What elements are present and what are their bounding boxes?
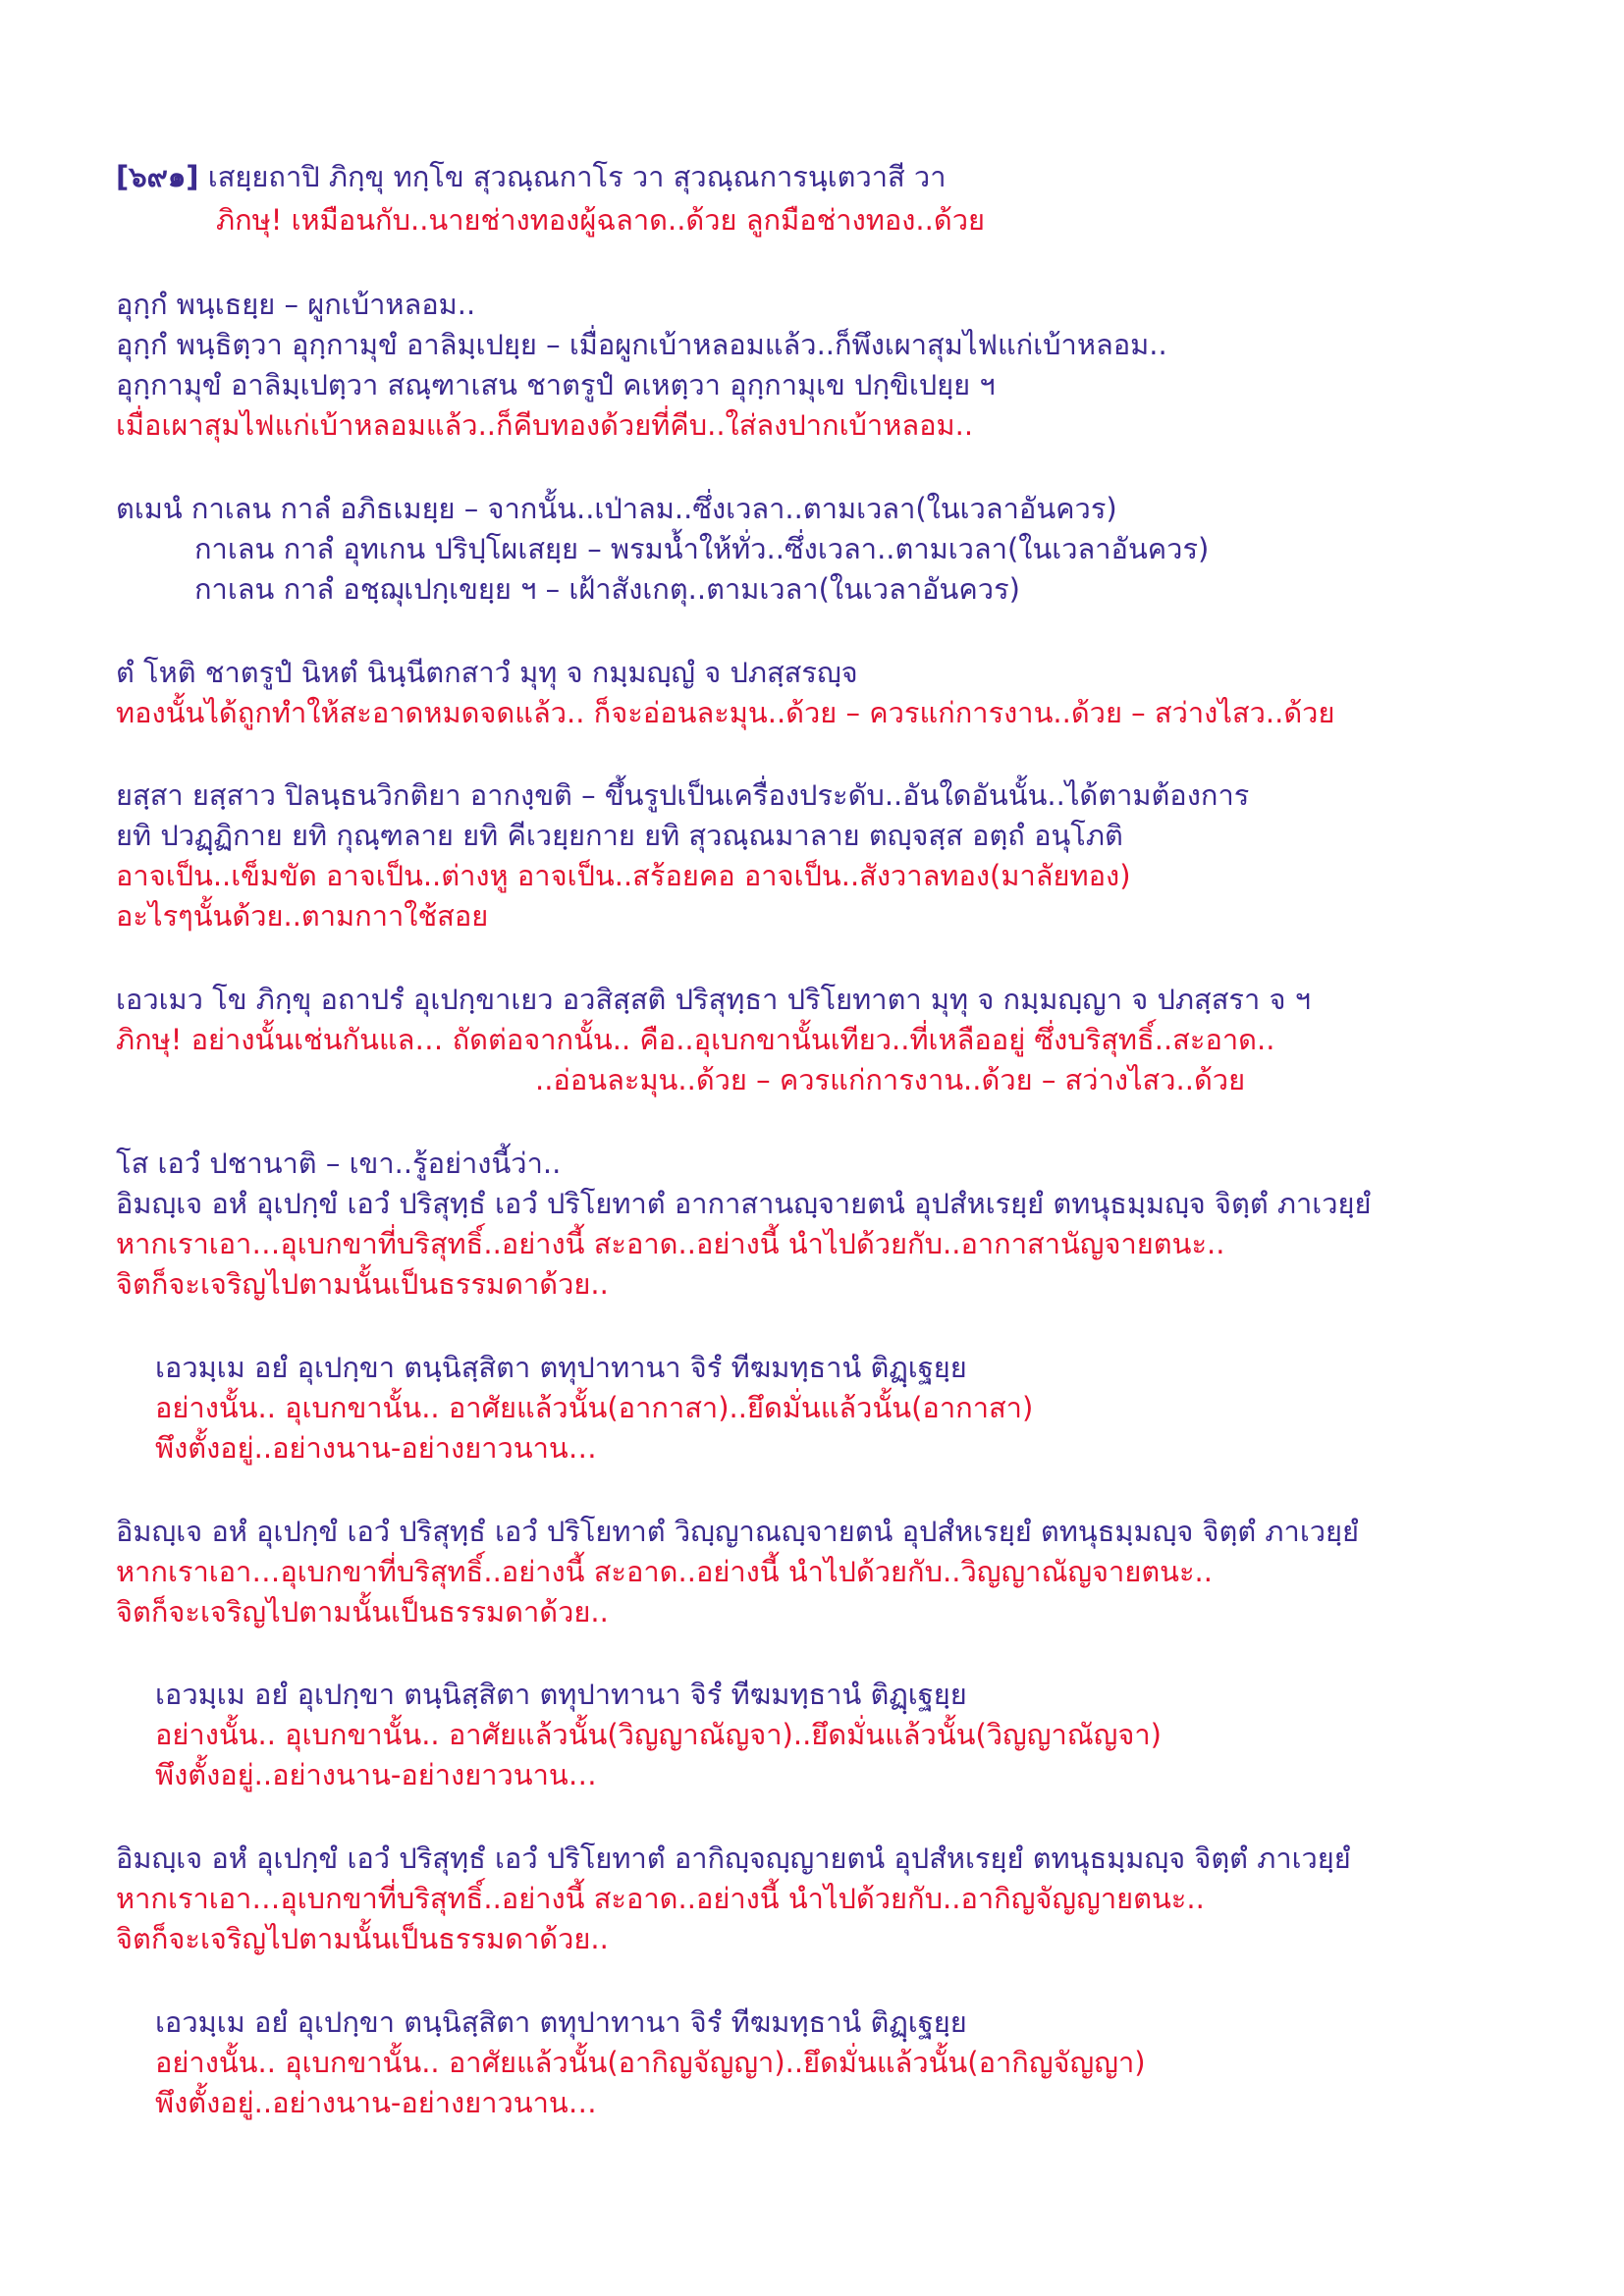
thai-line: จิตก็จะเจริญไปตามนั้นเป็นธรรมดาด้วย.. bbox=[116, 1595, 609, 1629]
thai-line: เมื่อเผาสุมไฟแก่เบ้าหลอมแล้ว..ก็คีบทองด้วยที่คีบ..ใส่ลงปากเบ้าหลอม.. bbox=[116, 408, 974, 442]
pali-line: เอวมฺเม อยํ อุเปกฺขา ตนฺนิสฺสิตา ตทุปาทานา จิรํ ทีฆมทฺธานํ ติฏฺเฐยฺย bbox=[155, 2005, 967, 2039]
pali-line: ตํ โหติ ชาตรูปํ นิหตํ นินฺนีตกสาวํ มุทุ จ กมฺมญฺญํ จ ปภสฺสรญฺจ bbox=[116, 656, 858, 689]
thai-line: พึงตั้งอยู่..อย่างนาน-อย่างยาวนาน… bbox=[155, 2086, 597, 2119]
pali-line: อิมญฺเจ อหํ อุเปกฺขํ เอวํ ปริสุทฺธํ เอวํ ปริโยทาตํ อากาสานญฺจายตนํ อุปสํหเรยฺยํ ตทนุธมฺมญฺจ จิตฺตํ ภาเวยฺยํ bbox=[116, 1187, 1372, 1220]
pali-line: ยสฺสา ยสฺสาว ปิลนฺธนวิกติยา อากงฺขติ – ขึ้นรูปเป็นเครื่องประดับ..อันใดอันนั้น..ได้ตามต้องการ bbox=[116, 778, 1250, 812]
thai-line: อย่างนั้น.. อุเบกขานั้น.. อาศัยแล้วนั้น(อากิญจัญญา)..ยึดมั่นแล้วนั้น(อากิญจัญญา) bbox=[155, 2046, 1146, 2079]
thai-line: อย่างนั้น.. อุเบกขานั้น.. อาศัยแล้วนั้น(วิญญาณัญจา)..ยึดมั่นแล้วนั้น(วิญญาณัญจา) bbox=[155, 1718, 1162, 1751]
pali-line: อิมญฺเจ อหํ อุเปกฺขํ เอวํ ปริสุทฺธํ เอวํ ปริโยทาตํ อากิญฺจญฺญายตนํ อุปสํหเรยฺยํ ตทนุธมฺมญฺจ จิตฺตํ ภาเวยฺยํ bbox=[116, 1842, 1351, 1875]
thai-line: ภิกษุ! อย่างนั้นเช่นกันแล… ถัดต่อจากนั้น.. คือ..อุเบกขานั้นเทียว..ที่เหลืออยู่ ซึ่งบริสุทธิ์..สะอาด.. bbox=[116, 1023, 1275, 1056]
pali-line: ยทิ ปวฏฺฏิกาย ยทิ กุณฺฑลาย ยทิ คีเวยฺยกาย ยทิ สุวณฺณมาลาย ตญฺจสฺส อตฺถํ อนุโภติ bbox=[116, 819, 1123, 852]
pali-line: กาเลน กาลํ อุทเกน ปริปฺโผเสยฺย – พรมน้ำให้ทั่ว..ซึ่งเวลา..ตามเวลา(ในเวลาอันควร) bbox=[194, 532, 1210, 565]
pali-line: อุกฺกามุขํ อาลิมฺเปตฺวา สณฺฑาเสน ชาตรูปํ คเหตฺวา อุกฺกามุเข ปกฺขิเปยฺย ฯ bbox=[116, 368, 996, 401]
pali-line bbox=[116, 157, 947, 196]
pali-text: เสยฺยถาปิ ภิกฺขุ ทกฺโข สุวณฺณกาโร วา สุวณฺณการนฺเตวาสี วา bbox=[198, 160, 947, 193]
pali-line: ตเมนํ กาเลน กาลํ อภิธเมยฺย – จากนั้น..เป่าลม..ซึ่งเวลา..ตามเวลา(ในเวลาอันควร) bbox=[116, 492, 1117, 525]
thai-line: อาจเป็น..เข็มขัด อาจเป็น..ต่างหู อาจเป็น..สร้อยคอ อาจเป็น..สังวาลทอง(มาลัยทอง) bbox=[116, 859, 1131, 892]
pali-line: กาเลน กาลํ อชฺฌุเปกฺเขยฺย ฯ – เฝ้าสังเกตุ..ตามเวลา(ในเวลาอันควร) bbox=[194, 572, 1020, 606]
pali-line: อุกฺกํ พนฺธิตฺวา อุกฺกามุขํ อาลิมฺเปยฺย – เมื่อผูกเบ้าหลอมแล้ว..ก็พึงเผาสุมไฟแก่เบ้าหลอม.. bbox=[116, 328, 1167, 361]
thai-line: ทองนั้นได้ถูกทำให้สะอาดหมดจดแล้ว.. ก็จะอ่อนละมุน..ด้วย – ควรแก่การงาน..ด้วย – สว่างไสว..ด้วย bbox=[116, 696, 1335, 729]
thai-line: ..อ่อนละมุน..ด้วย – ควรแก่การงาน..ด้วย – สว่างไสว..ด้วย bbox=[535, 1063, 1246, 1096]
thai-line: จิตก็จะเจริญไปตามนั้นเป็นธรรมดาด้วย.. bbox=[116, 1267, 609, 1301]
thai-line: หากเราเอา…อุเบกขาที่บริสุทธิ์..อย่างนี้ สะอาด..อย่างนี้ นำไปด้วยกับ..อากาสานัญจายตนะ.. bbox=[116, 1227, 1225, 1260]
pali-line: เอวมฺเม อยํ อุเปกฺขา ตนฺนิสฺสิตา ตทุปาทานา จิรํ ทีฆมทฺธานํ ติฏฺเฐยฺย bbox=[155, 1351, 967, 1384]
pali-line: โส เอวํ ปชานาติ – เขา..รู้อย่างนี้ว่า.. bbox=[116, 1147, 562, 1180]
pali-line: เอวเมว โข ภิกฺขุ อถาปรํ อุเปกฺขาเยว อวสิสฺสติ ปริสุทฺธา ปริโยทาตา มุทุ จ กมฺมญฺญา จ ปภสฺสรา จ ฯ bbox=[116, 983, 1311, 1016]
thai-line: อย่างนั้น.. อุเบกขานั้น.. อาศัยแล้วนั้น(อากาสา)..ยึดมั่นแล้วนั้น(อากาสา) bbox=[155, 1391, 1034, 1424]
pali-line: อุกฺกํ พนฺเธยฺย – ผูกเบ้าหลอม.. bbox=[116, 288, 476, 321]
thai-line: พึงตั้งอยู่..อย่างนาน-อย่างยาวนาน… bbox=[155, 1431, 597, 1465]
thai-line: จิตก็จะเจริญไปตามนั้นเป็นธรรมดาด้วย.. bbox=[116, 1922, 609, 1955]
thai-line: อะไรๆนั้นด้วย..ตามกาาใช้สอย bbox=[116, 899, 489, 933]
thai-line: พึงตั้งอยู่..อย่างนาน-อย่างยาวนาน… bbox=[155, 1758, 597, 1791]
thai-line: ภิกษุ! เหมือนกับ..นายช่างทองผู้ฉลาด..ด้วย ลูกมือช่างทอง..ด้วย bbox=[216, 203, 985, 237]
paragraph-ref: [๖๙๑] bbox=[116, 160, 199, 193]
pali-line: เอวมฺเม อยํ อุเปกฺขา ตนฺนิสฺสิตา ตทุปาทานา จิรํ ทีฆมทฺธานํ ติฏฺเฐยฺย bbox=[155, 1678, 967, 1711]
pali-line: อิมญฺเจ อหํ อุเปกฺขํ เอวํ ปริสุทฺธํ เอวํ ปริโยทาตํ วิญฺญาณญฺจายตนํ อุปสํหเรยฺยํ ตทนุธมฺมญฺจ จิตฺตํ ภาเวยฺยํ bbox=[116, 1515, 1360, 1548]
thai-line: หากเราเอา…อุเบกขาที่บริสุทธิ์..อย่างนี้ สะอาด..อย่างนี้ นำไปด้วยกับ..วิญญาณัญจายตนะ.. bbox=[116, 1555, 1213, 1588]
thai-line: หากเราเอา…อุเบกขาที่บริสุทธิ์..อย่างนี้ สะอาด..อย่างนี้ นำไปด้วยกับ..อากิญจัญญายตนะ.. bbox=[116, 1882, 1205, 1915]
